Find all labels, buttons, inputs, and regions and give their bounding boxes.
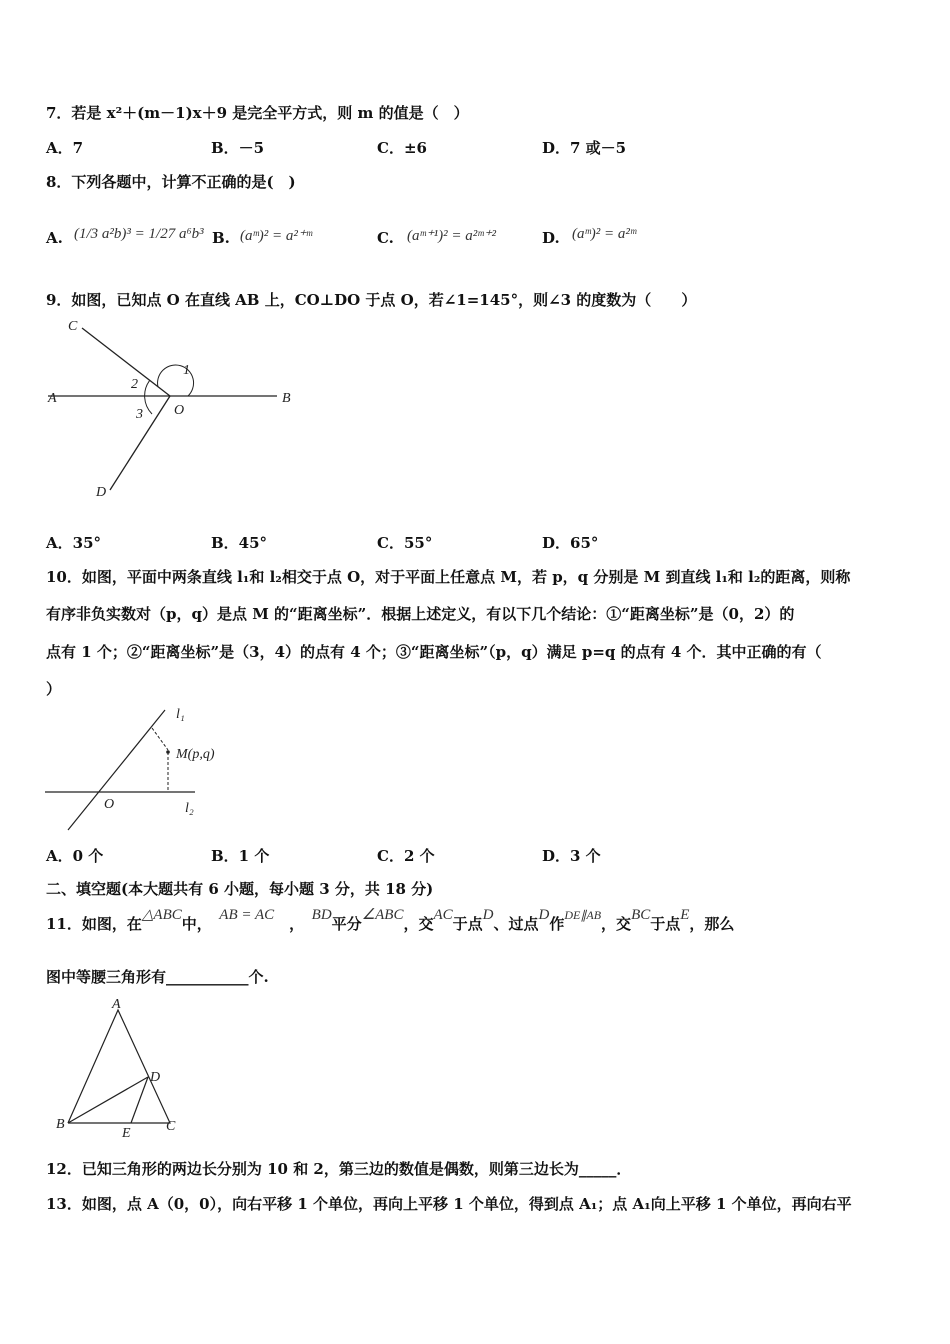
q10-option-b: B．1 个 (211, 847, 270, 865)
q8-formula-a: (1/3 a²b)³ = 1/27 a⁶b³ (74, 226, 204, 242)
label-angle-1: 1 (183, 363, 190, 378)
section-2-heading: 二、填空题(本大题共有 6 小题，每小题 3 分，共 18 分) (46, 880, 434, 898)
q9-stem: 9．如图，已知点 O 在直线 AB 上，CO⊥DO 于点 O，若∠1=145°，则∠3 的度数为（ ） (46, 291, 697, 309)
q9-option-c: C．55° (377, 534, 433, 552)
q10-line-3: 点有 1 个；②“距离坐标”是（3，4）的点有 4 个；③“距离坐标”（p，q）满足 p=q 的点有 4 个．其中正确的有（ (46, 643, 822, 661)
label-b: B (56, 1117, 65, 1132)
q10-line-4: ） (46, 680, 62, 698)
q10-line-1: 10．如图，平面中两条直线 l₁和 l₂相交于点 O，对于平面上任意点 M，若 p，q 分别是 M 到直线 l₁和 l₂的距离，则称 (46, 568, 851, 586)
q9-option-a: A．35° (46, 534, 102, 552)
q9-option-d: D．65° (542, 534, 599, 552)
label-c: C (68, 319, 78, 334)
q7-option-d: D．7 或－5 (542, 139, 627, 157)
label-e: E (122, 1126, 131, 1140)
q9-figure (40, 310, 310, 510)
label-d: D (96, 485, 107, 500)
q8-formula-c: (aᵐ⁺¹)² = a²ᵐ⁺² (407, 228, 496, 244)
q8-formula-d: (aᵐ)² = a²ᵐ (572, 226, 637, 242)
q8-label-b: B. (212, 229, 230, 247)
q8-label-c: C. (377, 229, 394, 247)
q10-figure (40, 700, 260, 835)
label-a: A (48, 391, 57, 406)
q9-option-b: B．45° (211, 534, 268, 552)
q8-label-a: A. (46, 229, 63, 247)
label-b: B (282, 391, 291, 406)
label-angle-2: 2 (131, 377, 138, 392)
label-d: D (150, 1070, 161, 1085)
q8-formula-b: (aᵐ)² = a²⁺ᵐ (240, 228, 313, 244)
label-c: C (166, 1119, 176, 1134)
label-o: O (104, 797, 115, 812)
label-l1: l₁ (176, 707, 185, 722)
label-angle-3: 3 (136, 407, 143, 422)
q7-option-c: C．±6 (377, 139, 427, 157)
q8-label-d: D. (542, 229, 560, 247)
q7-option-a: A．7 (46, 139, 84, 157)
q11-line-2: 图中等腰三角形有___________个. (46, 968, 269, 986)
q10-option-c: C．2 个 (377, 847, 435, 865)
label-l2: l₂ (185, 801, 194, 816)
q10-option-d: D．3 个 (542, 847, 601, 865)
q10-line-2: 有序非负实数对（p，q）是点 M 的“距离坐标”．根据上述定义，有以下几个结论：①“距离坐标”是（0，2）的 (46, 605, 795, 623)
q7-option-b: B．－5 (211, 139, 265, 157)
q8-stem: 8．下列各题中，计算不正确的是( ) (46, 173, 296, 191)
q7-stem: 7．若是 x²＋(m－1)x＋9 是完全平方式，则 m 的值是（ ） (46, 104, 469, 122)
q12: 12．已知三角形的两边长分别为 10 和 2，第三边的数值是偶数，则第三边长为_____． (46, 1160, 632, 1178)
label-o: O (174, 403, 185, 418)
label-a: A (112, 997, 121, 1012)
q11-figure (50, 995, 190, 1140)
q13: 13．如图，点 A（0，0），向右平移 1 个单位，再向上平移 1 个单位，得到点 A₁；点 A₁向上平移 1 个单位，再向右平 (46, 1195, 852, 1213)
label-m: M(p,q) (176, 747, 215, 762)
q10-option-a: A．0 个 (46, 847, 104, 865)
q11-line-1: 11．如图，在△ABC中， AB = AC ， BD平分∠ABC，交AC于点D、过点D作$^{DE\parallel AB}$，交BC于点E，那么 (46, 907, 735, 933)
